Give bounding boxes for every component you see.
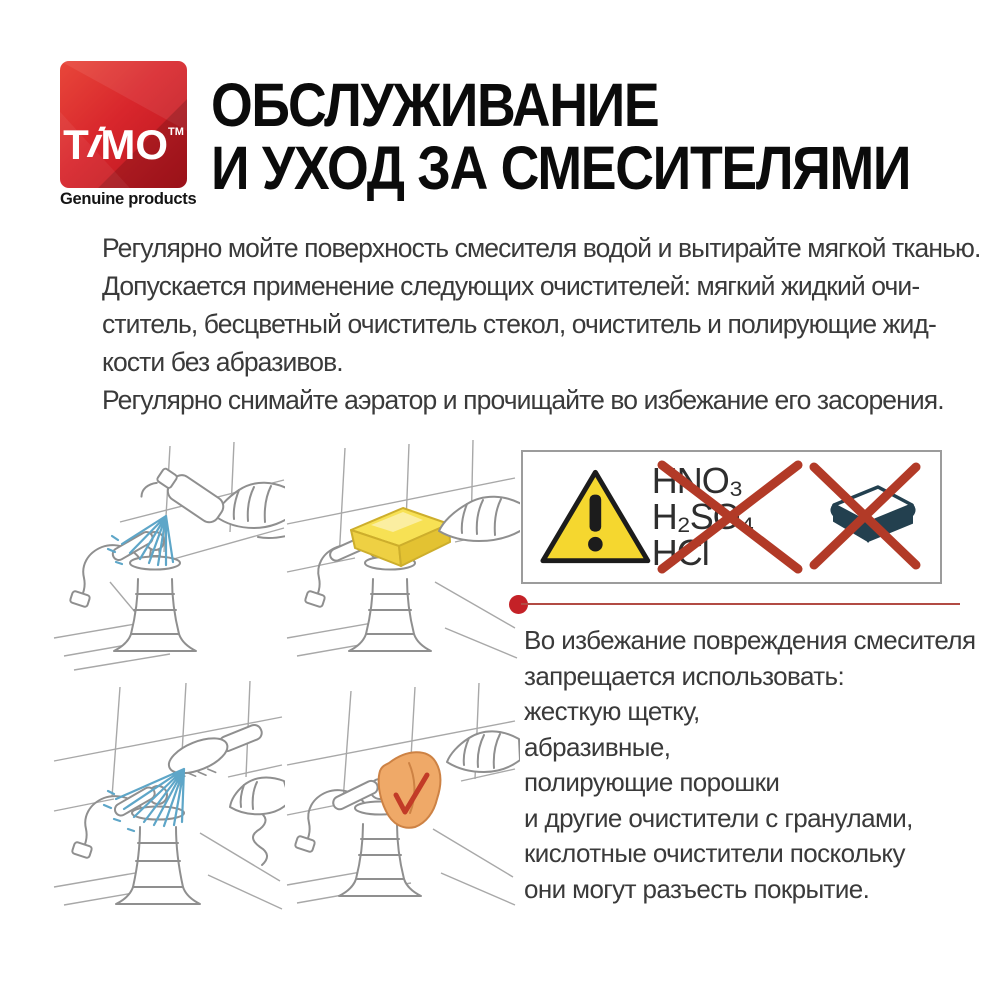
trademark-symbol: TM (168, 126, 184, 138)
prohibition-line: запрещается использовать: (524, 660, 845, 691)
chemical-formula: H₂SO₄ (651, 496, 754, 537)
prohibition-line: они могут разъесть покрытие. (524, 873, 870, 904)
hand-drawing (447, 731, 520, 772)
prohibition-line: Во избежание повреждения смесителя (524, 625, 976, 655)
red-separator-line (521, 603, 960, 605)
forbidden-sponge (806, 461, 924, 573)
logo-tagline: Genuine products (60, 190, 197, 208)
warning-triangle-icon (539, 466, 652, 568)
warning-box (521, 450, 942, 584)
hand-drawing (230, 778, 285, 815)
prohibition-line: жесткую щетку, (524, 696, 700, 726)
care-instruction-line: Допускается применение следующих очистителей: мягкий жидкий очи- (102, 271, 920, 301)
care-instruction-line: кости без абразивов. (102, 347, 343, 377)
sponge-icon (351, 508, 450, 566)
illustration-sponge-cleaning (285, 432, 520, 677)
forbidden-chemicals (652, 459, 806, 575)
timo-logo (60, 61, 187, 188)
prohibition-line: и другие очистители с гранулами, (524, 802, 913, 833)
sponge-icon (806, 461, 924, 573)
logo-letter-t: T (63, 121, 89, 168)
cleaning-illustrations (50, 432, 520, 922)
chemical-formula: HNO₃ (651, 460, 743, 501)
logo-letters-mo: MO (100, 121, 169, 168)
care-instruction-line: ститель, бесцветный очиститель стекол, очиститель и полирующие жид- (102, 309, 936, 339)
logo-letter-i: i (83, 119, 107, 166)
care-instruction-line: Регулярно мойте поверхность смесителя водой и вытирайте мягкой тканью. (102, 233, 981, 263)
cleaning-cloth-icon (379, 752, 441, 828)
prohibition-line: полирующие порошки (524, 767, 780, 797)
chemical-formula: HCl (651, 532, 709, 573)
page-title-line1: ОБСЛУЖИВАНИЕ (211, 71, 659, 139)
page-title (211, 71, 911, 202)
care-instruction-line: Регулярно снимайте аэратор и прочищайте во избежание его засорения. (102, 385, 944, 415)
faucet-drawing (70, 530, 196, 651)
prohibition-text (524, 623, 975, 907)
hand-drawing (439, 497, 520, 541)
spray-bottle-icon (140, 461, 227, 539)
prohibition-line: абразивные, (524, 731, 671, 762)
page-title-line2: И УХОД ЗА СМЕСИТЕЛЯМИ (211, 134, 911, 202)
logo-wordmark (60, 119, 187, 168)
illustration-shower-rinsing (50, 677, 285, 922)
illustration-cloth-polishing (285, 677, 520, 922)
prohibition-line: кислотные очистители поскольку (524, 838, 905, 868)
hand-drawing (215, 483, 285, 538)
illustration-spray-cleaning (50, 432, 285, 677)
care-instructions-paragraph (102, 229, 980, 419)
